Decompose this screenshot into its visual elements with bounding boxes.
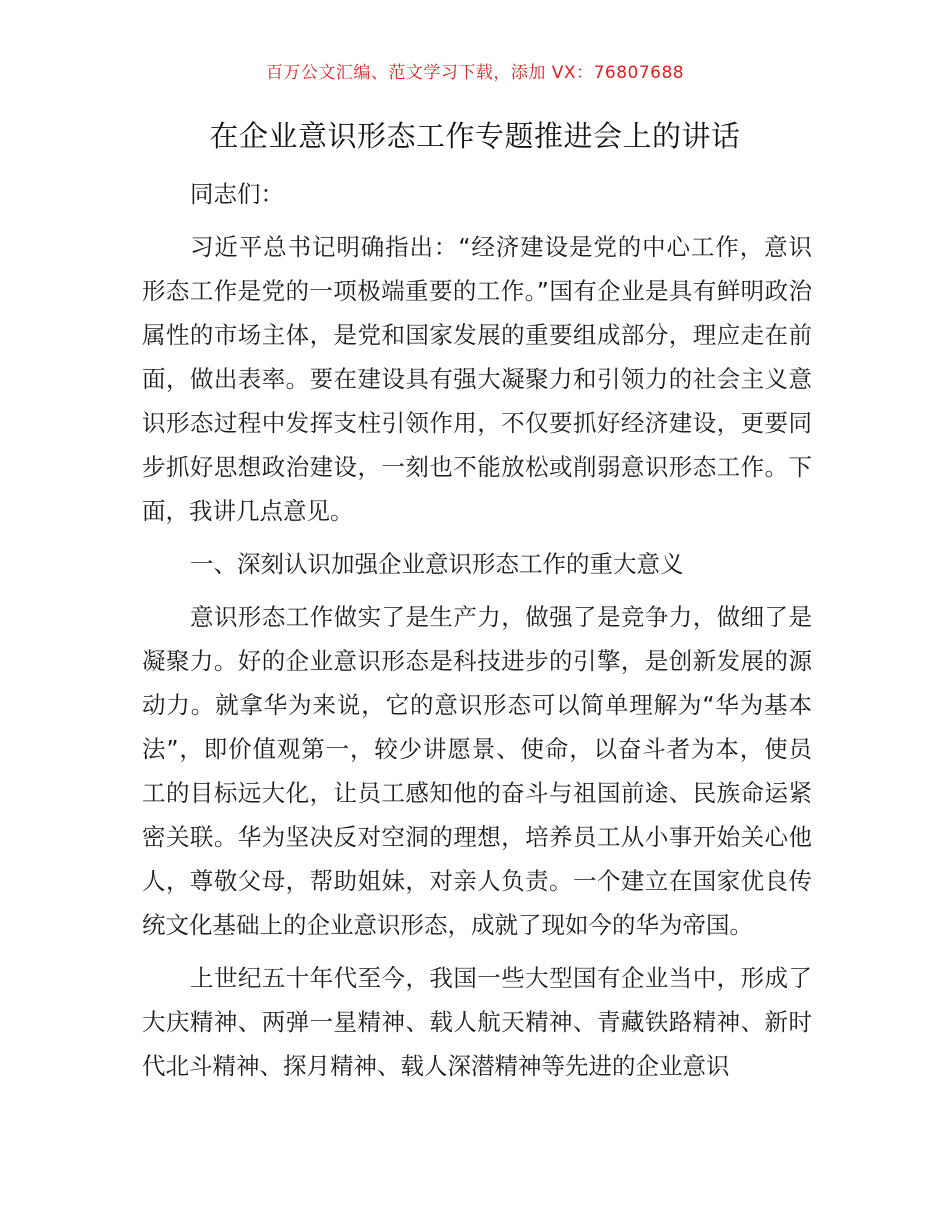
page-title: 在企业意识形态工作专题推进会上的讲话 (209, 119, 741, 153)
paragraph-soe-spirit: 上世纪五十年代至今，我国一些大型国有企业当中，形成了大庆精神、两弹一星精神、载人航天精神、青藏铁路精神、新时代北斗精神、探月精神、载人深潜精神等先进的企业意识 (142, 964, 812, 1080)
watermark-header: 百万公文汇编、范文学习下载，添加 VX：76807688 (265, 63, 685, 83)
paragraph-huawei: 意识形态工作做实了是生产力，做强了是竞争力，做细了是凝聚力。好的企业意识形态是科技进步的引擎，是创新发展的源动力。就拿华为来说，它的意识形态可以简单理解为“华为基本法”，即价值观第一，较少讲愿景、使命，以奋斗者为本，使员工的目标远大化，让员工感知他的奋斗与祖国前途、民族命运紧密关联。华为坚决反对空洞的理想，培养员工从小事开始关心他人，尊敬父母，帮助姐妹，对亲人负责。一个建立在国家优良传统文化基础上的企业意识形态，成就了现如今的华为帝国。 (142, 603, 812, 939)
document-body (142, 172, 812, 1097)
section-heading-1: 一、深刻认识加强企业意识形态工作的重大意义 (190, 550, 684, 578)
paragraph-intro: 习近平总书记明确指出：“经济建设是党的中心工作，意识形态工作是党的一项极端重要的工作。”国有企业是具有鲜明政治属性的市场主体，是党和国家发展的重要组成部分，理应走在前面，做出表率。要在建设具有强大凝聚力和引领力的社会主义意识形态过程中发挥支柱引领作用，不仅要抓好经济建设，更要同步抓好思想政治建设，一刻也不能放松或削弱意识形态工作。下面，我讲几点意见。 (142, 233, 812, 525)
salutation: 同志们： (190, 180, 284, 208)
